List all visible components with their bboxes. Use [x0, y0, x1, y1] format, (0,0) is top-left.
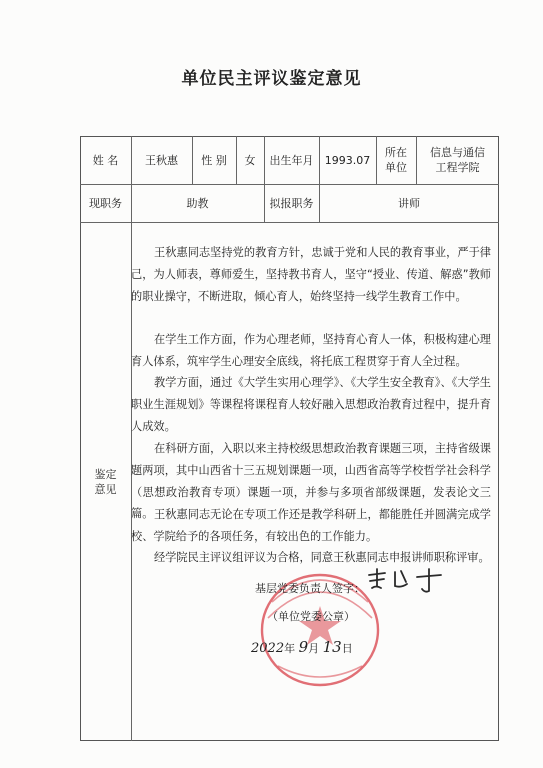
appraisal-paragraph: 教学方面，通过《大学生实用心理学》、《大学生安全教育》、《大学生职业生涯规划》等课程将课程育人较好融入思想政治教育过程中，提升育人成效。	[131, 376, 491, 433]
seal-label: （单位党委公章）	[267, 610, 355, 623]
date-month-unit: 月	[308, 642, 320, 655]
unit-value-line: 信息与通信	[430, 146, 485, 159]
unit-label-line: 单位	[385, 161, 407, 174]
unit-value	[416, 136, 499, 184]
date-month: 9	[298, 638, 309, 656]
appraisal-paragraph: 王秋惠同志坚持党的教育方针，忠诚于党和人民的教育事业，严于律己，为人师表，尊师爱生，坚持教书育人，坚守“授业、传道、解惑”教师的职业操守，不断进取，倾心育人，始终坚持一线学生教育工作中。	[131, 246, 491, 303]
handwritten-signature	[366, 566, 446, 594]
unit-value-line: 工程学院	[435, 161, 480, 174]
signing-date	[251, 638, 353, 662]
appraisal-label-line: 鉴定	[94, 467, 117, 481]
name-label: 姓 名	[92, 153, 119, 167]
date-year: 2022	[251, 641, 285, 656]
proposed-position-value: 讲师	[398, 196, 420, 210]
gender-label: 性 别	[201, 153, 227, 167]
unit-label	[376, 136, 416, 184]
date-year-unit: 年	[284, 642, 296, 655]
date-day-unit: 日	[341, 642, 353, 655]
current-position-label: 现职务	[89, 196, 122, 210]
proposed-position-label: 拟报职务	[269, 196, 314, 210]
page-title: 单位民主评议鉴定意见	[181, 69, 362, 89]
appraisal-paragraph: 经学院民主评议组评议为合格，同意王秋惠同志申报讲师职称评审。	[154, 551, 490, 564]
appraisal-paragraph: 在学生工作方面，作为心理老师，坚持育心育人一体，积极构建心理育人体系，筑牢学生心理安全底线，将托底工程贯穿于育人全过程。	[131, 333, 491, 368]
row-divider	[80, 222, 499, 223]
birth-value: 1993.07	[324, 153, 371, 167]
name-value: 王秋惠	[145, 153, 178, 167]
current-position-value: 助教	[186, 196, 209, 210]
appraisal-label	[80, 222, 131, 741]
gender-value: 女	[244, 153, 256, 167]
date-day: 13	[322, 638, 342, 656]
signature-label: 基层党委负责人签字：	[255, 582, 365, 595]
appraisal-paragraph: 在科研方面，入职以来主持校级思想政治教育课题三项，主持省级课题两项，其中山西省十三五规划课题一项，山西省高等学校哲学社会科学（思想政治教育专项）课题一项，并参与多项省部级课题，发表论文三篇。	[131, 442, 491, 521]
appraisal-paragraph: 王秋惠同志无论在专项工作还是教学科研上，都能胜任并圆满完成学校、学院给予的各项任务，有较出色的工作能力。	[131, 508, 491, 543]
appraisal-label-line: 意见	[94, 482, 117, 496]
birth-label: 出生年月	[269, 153, 314, 167]
unit-label-line: 所在	[385, 146, 407, 159]
